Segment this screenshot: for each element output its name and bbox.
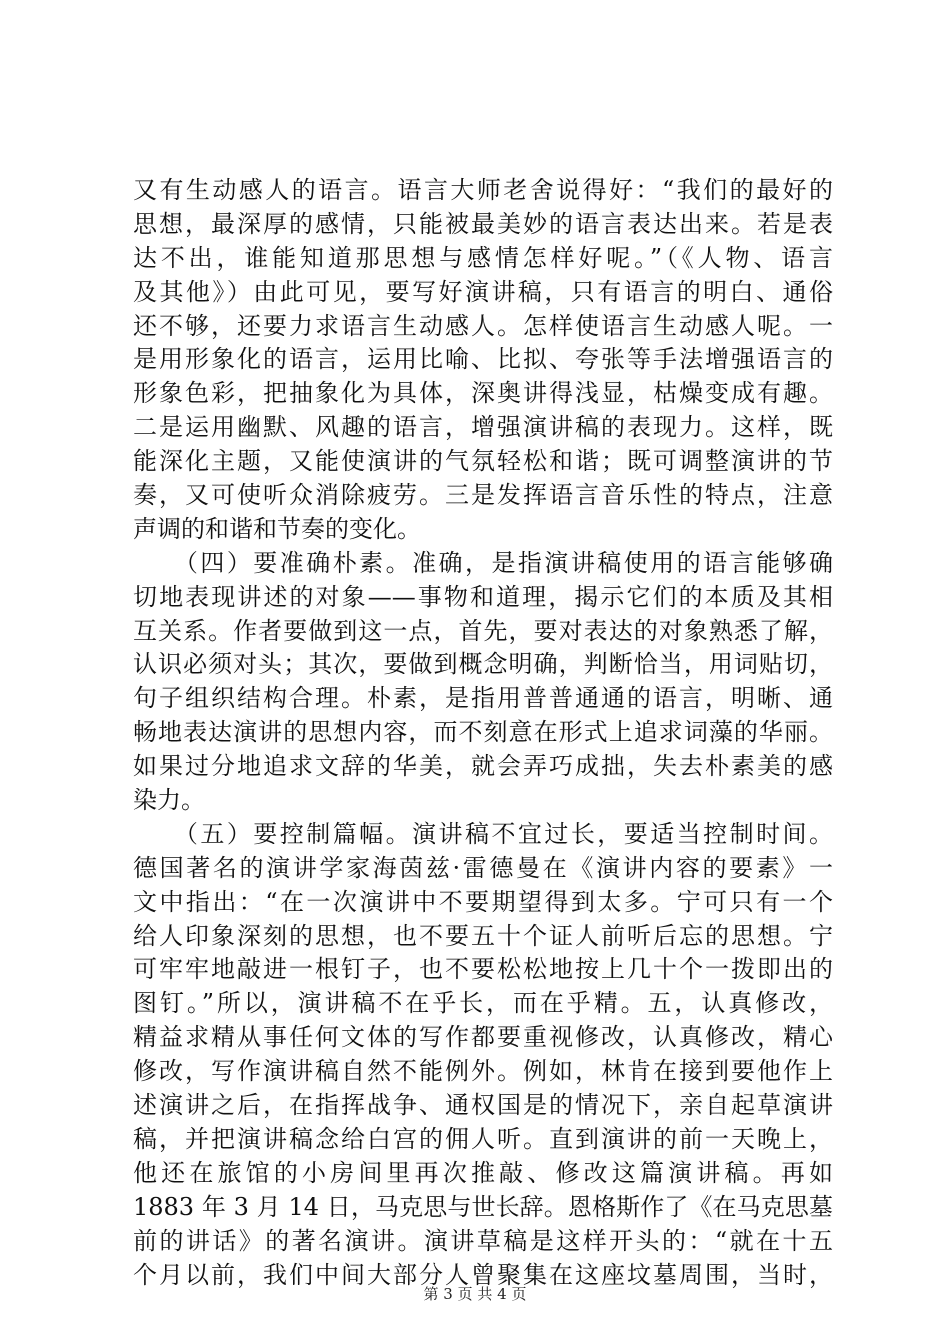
text-line: （四）要准确朴素。准确，是指演讲稿使用的语言能够确 <box>133 548 833 577</box>
text-line: 形象色彩，把抽象化为具体，深奥讲得浅显，枯燥变成有趣。 <box>133 379 833 408</box>
text-line: 精益求精从事任何文体的写作都要重视修改，认真修改，精心 <box>133 1023 833 1052</box>
text-line: （五）要控制篇幅。演讲稿不宜过长，要适当控制时间。 <box>133 819 833 848</box>
text-line: 畅地表达演讲的思想内容，而不刻意在形式上追求词藻的华丽。 <box>133 718 833 747</box>
text-line: 句子组织结构合理。朴素，是指用普普通通的语言，明晰、通 <box>133 684 833 713</box>
text-line: 能深化主题，又能使演讲的气氛轻松和谐；既可调整演讲的节 <box>133 447 833 476</box>
text-line: 可牢牢地敲进一根钉子，也不要松松地按上几十个一拨即出的 <box>133 955 833 984</box>
page-footer: 第 3 页 共 4 页 <box>423 1285 527 1303</box>
text-line: 稿，并把演讲稿念给白宫的佣人听。直到演讲的前一天晚上， <box>133 1124 833 1153</box>
text-line: 前的讲话》的著名演讲。演讲草稿是这样开头的：“就在十五 <box>133 1226 833 1255</box>
text-line: 文中指出：“在一次演讲中不要期望得到太多。宁可只有一个 <box>133 887 833 916</box>
text-line: 还不够，还要力求语言生动感人。怎样使语言生动感人呢。一 <box>133 311 833 340</box>
text-line: 二是运用幽默、风趣的语言，增强演讲稿的表现力。这样，既 <box>133 413 833 442</box>
text-line: 染力。 <box>133 786 205 815</box>
text-line: 修改，写作演讲稿自然不能例外。例如，林肯在接到要他作上 <box>133 1057 833 1086</box>
text-line: 声调的和谐和节奏的变化。 <box>133 514 421 543</box>
text-line: 述演讲之后，在指挥战争、通权国是的情况下，亲自起草演讲 <box>133 1091 833 1120</box>
text-line: 达不出，谁能知道那思想与感情怎样好呢。”（《人物、语言 <box>133 243 833 272</box>
text-line: 如果过分地追求文辞的华美，就会弄巧成拙，失去朴素美的感 <box>133 752 833 781</box>
text-line: 1883 年 3 月 14 日，马克思与世长辞。恩格斯作了《在马克思墓 <box>133 1192 833 1221</box>
text-line: 认识必须对头；其次，要做到概念明确，判断恰当，用词贴切， <box>133 650 833 679</box>
text-line: 思想，最深厚的感情，只能被最美妙的语言表达出来。若是表 <box>133 209 833 238</box>
text-line: 个月以前，我们中间大部分人曾聚集在这座坟墓周围，当时， <box>133 1260 833 1289</box>
text-line: 给人印象深刻的思想，也不要五十个证人前听后忘的思想。宁 <box>133 921 833 950</box>
text-line: 互关系。作者要做到这一点，首先，要对表达的对象熟悉了解， <box>133 616 833 645</box>
text-line: 德国著名的演讲学家海茵兹·雷德曼在《演讲内容的要素》一 <box>133 853 833 882</box>
text-line: 图钉。”所以，演讲稿不在乎长，而在乎精。五，认真修改， <box>133 989 833 1018</box>
text-line: 是用形象化的语言，运用比喻、比拟、夸张等手法增强语言的 <box>133 345 833 374</box>
text-line: 又有生动感人的语言。语言大师老舍说得好：“我们的最好的 <box>133 176 833 204</box>
text-line: 切地表现讲述的对象——事物和道理，揭示它们的本质及其相 <box>133 582 833 611</box>
text-line: 他还在旅馆的小房间里再次推敲、修改这篇演讲稿。再如 <box>133 1158 833 1187</box>
text-line: 及其他》）由此可见，要写好演讲稿，只有语言的明白、通俗 <box>133 277 833 306</box>
body-text <box>133 174 833 1292</box>
text-line: 奏，又可使听众消除疲劳。三是发挥语言音乐性的特点，注意 <box>133 481 833 510</box>
